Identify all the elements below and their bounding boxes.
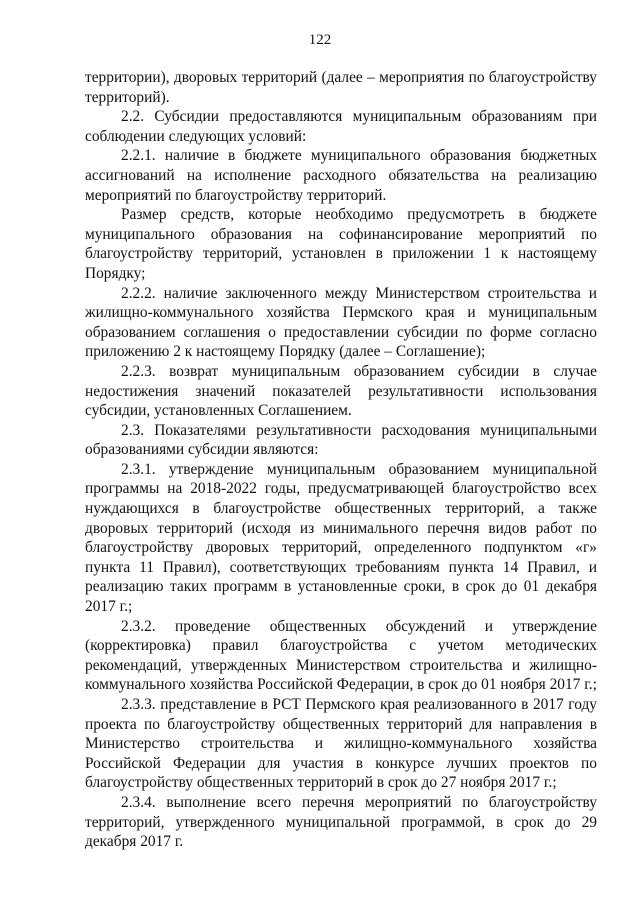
paragraph-2-2-2: 2.2.2. наличие заключенного между Министерством строительства и жилищно-коммунального хозяйства Пермского края и муниципальным образованием соглашения о предоставлении субсидии по форме согласно приложению 2 к настоящему Порядку (далее – Соглашение); <box>85 284 597 361</box>
paragraph-2-3-4: 2.3.4. выполнение всего перечня мероприятий по благоустройству территорий, утвержденного муниципальной программой, в срок до 29 декабря 2017 г. <box>85 793 597 851</box>
paragraph-2-2-3: 2.2.3. возврат муниципальным образованием субсидии в случае недостижения значений показателей результативности использования субсидии, установленных Соглашением. <box>85 362 597 420</box>
page-number: 122 <box>308 32 332 48</box>
paragraph-2-3-1: 2.3.1. утверждение муниципальным образованием муниципальной программы на 2018-2022 годы, предусматривающей благоустройство всех нуждающихся в благоустройстве общественных территорий, а также дворовых территорий (исходя из минимального перечня видов работ по благоустройству дворовых территорий, определенного подпунктом «г» пункта 11 Правил), соответствующих требованиям пункта 14 Правил, и реализацию таких программ в установленные сроки, в срок до 01 декабря 2017 г.; <box>85 460 597 616</box>
paragraph-2-3-2: 2.3.2. проведение общественных обсуждений и утверждение (корректировка) правил благоустройства с учетом методических рекомендаций, утвержденных Министерством строительства и жилищно-коммунального хозяйства Российской Федерации, в срок до 01 ноября 2017 г.; <box>85 617 597 694</box>
paragraph-continuation: территории), дворовых территорий (далее – мероприятия по благоустройству территорий). <box>85 69 597 106</box>
paragraph-funding-size: Размер средств, которые необходимо предусмотреть в бюджете муниципального образования на софинансирование мероприятий по благоустройству территорий, установлен в приложении 1 к настоящему Порядку; <box>85 206 597 282</box>
paragraph-2-2: 2.2. Субсидии предоставляются муниципальным образованиям при соблюдении следующих условий: <box>85 108 597 145</box>
document-body <box>85 68 597 852</box>
paragraph-2-2-1: 2.2.1. наличие в бюджете муниципального образования бюджетных ассигнований на исполнение расходного обязательства на реализацию мероприятий по благоустройству территорий. <box>85 147 597 204</box>
paragraph-2-3: 2.3. Показателями результативности расходования муниципальными образованиями субсидии являются: <box>85 421 597 459</box>
paragraph-2-3-3: 2.3.3. представление в РСТ Пермского края реализованного в 2017 году проекта по благоустройству общественных территорий для направления в Министерство строительства и жилищно-коммунального хозяйства Российской Федерации для участия в конкурсе лучших проектов по благоустройству общественных территорий в срок до 27 ноября 2017 г.; <box>85 696 597 792</box>
